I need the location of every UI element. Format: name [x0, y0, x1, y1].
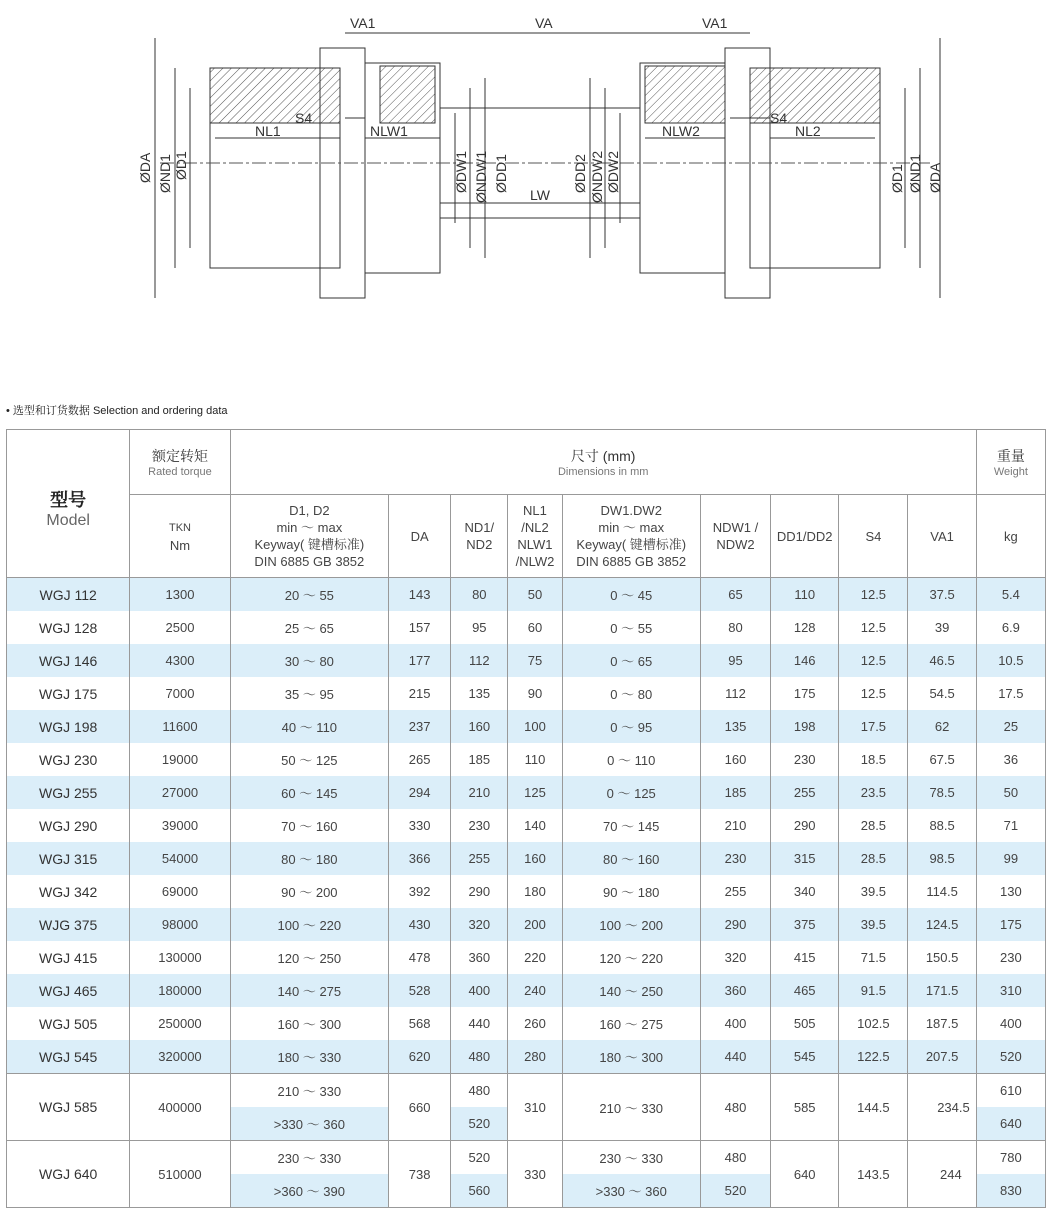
cell-model: WGJ 175: [7, 677, 130, 710]
cell-kg: 400: [976, 1007, 1045, 1040]
header-d1d2: D1, D2 min ～ max Keyway( 键槽标准) DIN 6885 GB 3852: [230, 495, 388, 578]
cell-t: 4300: [130, 644, 230, 677]
cell-nl: 200: [508, 908, 562, 941]
cell-kg: 25: [976, 710, 1045, 743]
cell-dw: 160 ～ 275: [562, 1007, 700, 1040]
row-585-dw: 210 ～ 330: [562, 1074, 700, 1141]
cell-nd: 80: [451, 578, 508, 612]
cell-ndw: 135: [700, 710, 770, 743]
cell-t: 180000: [130, 974, 230, 1007]
cell-va1: 88.5: [908, 809, 976, 842]
cell-nd: 480: [451, 1040, 508, 1074]
label-nd1-right: ØND1: [907, 154, 923, 193]
cell-ndw: 80: [700, 611, 770, 644]
cell-d: 80 ～ 180: [230, 842, 388, 875]
cell-nd: 210: [451, 776, 508, 809]
row-585-kg-b: 640: [976, 1107, 1045, 1141]
cell-d: 30 ～ 80: [230, 644, 388, 677]
table-row: [7, 974, 1046, 1007]
cell-t: 250000: [158, 1016, 202, 1031]
table-row: [7, 743, 1046, 776]
cell-d: 120 ～ 250: [230, 941, 388, 974]
cell-va1: 37.5: [908, 578, 976, 612]
cell-ndw: 185: [700, 776, 770, 809]
label-s4-right: S4: [770, 110, 788, 126]
header-dimensions: 尺寸 (mm) Dimensions in mm: [230, 430, 976, 495]
label-nlw2: NLW2: [662, 123, 700, 139]
row-585-kg-a: 610: [976, 1074, 1045, 1108]
cell-s4: 17.5: [839, 710, 908, 743]
cell-d: 25 ～ 65: [230, 611, 388, 644]
cell-d: 40 ～ 110: [230, 710, 388, 743]
row-585-d-a: 210 ～ 330: [230, 1074, 388, 1108]
cell-nl: 125: [508, 776, 562, 809]
row-640-d-a: 230 ～ 330: [230, 1141, 388, 1175]
cell-dd: 110: [771, 578, 839, 612]
label-va: VA: [535, 15, 553, 31]
cell-da: 265: [389, 743, 451, 776]
header-s4: S4: [839, 495, 908, 578]
cell-model: WGJ 112: [7, 578, 130, 612]
cell-model: WGJ 198: [7, 710, 130, 743]
cell-kg: 5.4: [976, 578, 1045, 612]
cell-s4: 91.5: [839, 974, 908, 1007]
cell-kg: 6.9: [976, 611, 1045, 644]
cell-nl: 220: [508, 941, 562, 974]
label-va1-right: VA1: [702, 15, 728, 31]
table-row: [7, 710, 1046, 743]
cell-dw: 100 ～ 200: [562, 908, 700, 941]
cell-nd: 320: [451, 908, 508, 941]
cell-nd: 185: [451, 743, 508, 776]
cell-va1: 39: [908, 611, 976, 644]
cell-nd: 360: [451, 941, 508, 974]
cell-da: 478: [389, 941, 451, 974]
cell-da: 237: [389, 710, 451, 743]
header-dw: DW1.DW2 min ～ max Keyway( 键槽标准) DIN 6885 GB 3852: [562, 495, 700, 578]
cell-d: 60 ～ 145: [230, 776, 388, 809]
cell-da: 528: [389, 974, 451, 1007]
cell-dd: 175: [771, 677, 839, 710]
table-row: [7, 644, 1046, 677]
cell-dd: 375: [771, 908, 839, 941]
cell-ndw: 210: [700, 809, 770, 842]
header-kg: kg: [976, 495, 1045, 578]
cell-model: WGJ 465: [7, 974, 130, 1007]
cell-d: 20 ～ 55: [230, 578, 388, 612]
cell-dw: 140 ～ 250: [562, 974, 700, 1007]
cell-d: 50 ～ 125: [230, 743, 388, 776]
label-da-right: ØDA: [927, 162, 943, 193]
label-d1-left: ØD1: [173, 151, 189, 180]
table-row: [7, 1040, 1046, 1074]
cell-va1: 124.5: [908, 908, 976, 941]
cell-da: 157: [389, 611, 451, 644]
header-model: 型号 Model: [7, 430, 130, 578]
cell-va1: 114.5: [908, 875, 976, 908]
cell-va1: 187.5: [908, 1007, 976, 1040]
table-row: [7, 875, 1046, 908]
row-640-nl: 330: [508, 1141, 562, 1208]
cell-nl: 100: [508, 710, 562, 743]
cell-kg: 310: [976, 974, 1045, 1007]
cell-dd: 290: [771, 809, 839, 842]
cell-dw: 120 ～ 220: [562, 941, 700, 974]
cell-model: WGJ 545: [7, 1040, 130, 1074]
cell-da: 568: [389, 1007, 451, 1040]
cell-t: 39000: [161, 818, 199, 833]
cell-ndw: 440: [700, 1040, 770, 1074]
label-dw1: ØDW1: [453, 151, 469, 193]
cell-da: 294: [389, 776, 451, 809]
label-nlw1: NLW1: [370, 123, 408, 139]
cell-nl: 60: [508, 611, 562, 644]
row-585-nl: 310: [508, 1074, 562, 1141]
cell-ndw: 255: [700, 875, 770, 908]
cell-va1: 62: [908, 710, 976, 743]
cell-dw: 90 ～ 180: [562, 875, 700, 908]
cell-dw: 70 ～ 145: [562, 809, 700, 842]
cell-dw: 0 ～ 80: [562, 677, 700, 710]
cell-ndw: 290: [700, 908, 770, 941]
row-640-dw-b: >330 ～ 360: [562, 1174, 700, 1208]
spec-table: [6, 429, 1046, 1208]
cell-s4: 28.5: [839, 842, 908, 875]
row-640-d-b: >360 ～ 390: [230, 1174, 388, 1208]
cell-nd: 440: [451, 1007, 508, 1040]
table-row: [7, 776, 1046, 809]
header-da: DA: [389, 495, 451, 578]
cell-ndw: 112: [700, 677, 770, 710]
label-da-left: ØDA: [137, 152, 153, 183]
row-640-nd-b: 560: [451, 1174, 508, 1208]
row-585-torque: 400000: [130, 1074, 230, 1141]
cell-s4: 39.5: [839, 908, 908, 941]
cell-dd: 230: [771, 743, 839, 776]
cell-s4: 28.5: [839, 809, 908, 842]
label-ndw1: ØNDW1: [473, 150, 489, 203]
cell-dw: 0 ～ 95: [562, 710, 700, 743]
cell-model: WGJ 342: [7, 875, 130, 908]
cell-dd: 465: [771, 974, 839, 1007]
table-row: [7, 611, 1046, 644]
cell-s4: 122.5: [839, 1040, 908, 1074]
label-lw: LW: [530, 187, 550, 203]
cell-nl: 110: [508, 743, 562, 776]
table-row: [7, 842, 1046, 875]
cell-nl: 180: [508, 875, 562, 908]
section-title: • 选型和订货数据 Selection and ordering data: [6, 405, 228, 417]
row-640-kg-a: 780: [976, 1141, 1045, 1175]
cell-da: 620: [389, 1040, 451, 1074]
cell-s4: 39.5: [839, 875, 908, 908]
cell-nl: 280: [508, 1040, 562, 1074]
cell-dw: 80 ～ 160: [562, 842, 700, 875]
header-torque: 额定转矩 Rated torque: [130, 430, 230, 495]
cell-model: WGJ 230: [7, 743, 130, 776]
cell-s4: 71.5: [839, 941, 908, 974]
cell-ndw: 360: [700, 974, 770, 1007]
cell-dw: 0 ～ 65: [562, 644, 700, 677]
cell-s4: 18.5: [839, 743, 908, 776]
header-dd: DD1/DD2: [771, 495, 839, 578]
label-dd2: ØDD2: [572, 154, 588, 193]
cell-da: 177: [389, 644, 451, 677]
row-585-d-b: >330 ～ 360: [230, 1107, 388, 1141]
cell-va1: 78.5: [908, 776, 976, 809]
cell-model: WGJ 255: [7, 776, 130, 809]
row-585-nd-a: 480: [451, 1074, 508, 1108]
row-640-kg-b: 830: [976, 1174, 1045, 1208]
cell-dw: 0 ～ 45: [562, 578, 700, 612]
cell-va1: 54.5: [908, 677, 976, 710]
cell-s4: 12.5: [839, 578, 908, 612]
row-585-va1: 234.5: [908, 1074, 976, 1141]
label-s4-left: S4: [295, 110, 313, 126]
cell-da: 392: [389, 875, 451, 908]
row-640-s4: 143.5: [839, 1141, 908, 1208]
row-585-s4: 144.5: [839, 1074, 908, 1141]
cell-nl: 160: [508, 842, 562, 875]
cell-kg: 130: [976, 875, 1045, 908]
table-row: [7, 908, 1046, 941]
header-torque-unit: TKN Nm: [168, 522, 191, 553]
label-nd1-left: ØND1: [157, 154, 173, 193]
cell-kg: 36: [976, 743, 1045, 776]
cell-ndw: 95: [700, 644, 770, 677]
row-585-model: WGJ 585: [7, 1074, 130, 1141]
table-row: [7, 578, 1046, 612]
cell-ndw: 400: [700, 1007, 770, 1040]
header-ndw: NDW1 / NDW2: [700, 495, 770, 578]
cell-dw: 0 ～ 110: [562, 743, 700, 776]
row-640-ndw-a: 480: [700, 1141, 770, 1175]
cell-kg: 99: [976, 842, 1045, 875]
coupling-drawing: [130, 8, 960, 308]
cell-va1: 46.5: [908, 644, 976, 677]
label-dd1: ØDD1: [493, 154, 509, 193]
cell-nd: 400: [451, 974, 508, 1007]
cell-s4: 12.5: [839, 611, 908, 644]
cell-va1: 98.5: [908, 842, 976, 875]
header-nd: ND1/ ND2: [451, 495, 508, 578]
cell-s4: 23.5: [839, 776, 908, 809]
cell-t: 98000: [130, 908, 230, 941]
cell-d: 35 ～ 95: [230, 677, 388, 710]
cell-ndw: 160: [700, 743, 770, 776]
cell-nd: 135: [451, 677, 508, 710]
label-nl2: NL2: [795, 123, 821, 139]
cell-kg: 17.5: [976, 677, 1045, 710]
row-640-model: WGJ 640: [7, 1141, 130, 1208]
cell-ndw: 230: [700, 842, 770, 875]
cell-s4: 102.5: [839, 1007, 908, 1040]
cell-dw: 180 ～ 300: [562, 1040, 700, 1074]
cell-model: WGJ 315: [7, 842, 130, 875]
cell-t: 1300: [130, 578, 230, 612]
row-585-dd: 585: [771, 1074, 839, 1141]
cell-d: 160 ～ 300: [230, 1007, 388, 1040]
cell-nl: 140: [508, 809, 562, 842]
row-585-nd-b: 520: [451, 1107, 508, 1141]
row-640-da: 738: [389, 1141, 451, 1208]
table-row: [7, 941, 1046, 974]
cell-d: 90 ～ 200: [230, 875, 388, 908]
cell-dd: 315: [771, 842, 839, 875]
cell-kg: 71: [976, 809, 1045, 842]
cell-dd: 128: [771, 611, 839, 644]
cell-da: 330: [389, 809, 451, 842]
row-640-torque: 510000: [130, 1141, 230, 1208]
cell-da: 366: [389, 842, 451, 875]
row-640-va1: 244: [908, 1141, 976, 1208]
cell-dd: 198: [771, 710, 839, 743]
cell-kg: 230: [976, 941, 1045, 974]
label-nl1: NL1: [255, 123, 281, 139]
cell-t: 27000: [130, 776, 230, 809]
cell-model: WGJ 128: [7, 611, 130, 644]
cell-nl: 75: [508, 644, 562, 677]
header-nl: NL1 /NL2 NLW1 /NLW2: [508, 495, 562, 578]
cell-da: 215: [389, 677, 451, 710]
row-585-da: 660: [389, 1074, 451, 1141]
cell-t: 130000: [158, 950, 202, 965]
cell-d: 180 ～ 330: [230, 1040, 388, 1074]
cell-nl: 50: [508, 578, 562, 612]
header-va1: VA1: [908, 495, 976, 578]
cell-nd: 230: [451, 809, 508, 842]
cell-model: WGJ 146: [7, 644, 130, 677]
cell-t: 7000: [165, 686, 195, 701]
table-row: [7, 677, 1046, 710]
cell-nd: 112: [451, 644, 508, 677]
cell-kg: 175: [976, 908, 1045, 941]
cell-t: 19000: [161, 752, 199, 767]
cell-t: 320000: [130, 1040, 230, 1074]
cell-d: 100 ～ 220: [230, 908, 388, 941]
cell-dw: 0 ～ 125: [562, 776, 700, 809]
cell-va1: 150.5: [908, 941, 976, 974]
cell-kg: 50: [976, 776, 1045, 809]
cell-dd: 545: [771, 1040, 839, 1074]
cell-nl: 90: [508, 677, 562, 710]
label-d1-right: ØD1: [889, 164, 905, 193]
cell-dd: 340: [771, 875, 839, 908]
cell-va1: 171.5: [908, 974, 976, 1007]
cell-nd: 255: [451, 842, 508, 875]
cell-model: WJG 375: [7, 908, 130, 941]
cell-t: 11600: [130, 710, 230, 743]
table-row: [7, 809, 1046, 842]
cell-nl: 240: [508, 974, 562, 1007]
cell-s4: 12.5: [839, 677, 908, 710]
row-640-dw-a: 230 ～ 330: [562, 1141, 700, 1175]
cell-nd: 160: [451, 710, 508, 743]
cell-ndw: 65: [700, 578, 770, 612]
row-640-ndw-b: 520: [700, 1174, 770, 1208]
cell-t: 69000: [161, 884, 199, 899]
row-640-nd-a: 520: [451, 1141, 508, 1175]
cell-kg: 520: [976, 1040, 1045, 1074]
cell-nl: 260: [508, 1007, 562, 1040]
cell-t: 2500: [165, 620, 195, 635]
cell-d: 140 ～ 275: [230, 974, 388, 1007]
cell-va1: 207.5: [908, 1040, 976, 1074]
cell-nd: 95: [451, 611, 508, 644]
cell-model: WGJ 290: [7, 809, 130, 842]
label-dw2: ØDW2: [605, 151, 621, 193]
cell-dd: 255: [771, 776, 839, 809]
label-va1-left: VA1: [350, 15, 376, 31]
label-ndw2: ØNDW2: [589, 150, 605, 203]
row-640-dd: 640: [771, 1141, 839, 1208]
row-585-ndw: 480: [700, 1074, 770, 1141]
cell-dw: 0 ～ 55: [562, 611, 700, 644]
cell-da: 430: [389, 908, 451, 941]
header-weight: 重量 Weight: [976, 430, 1045, 495]
cell-va1: 67.5: [908, 743, 976, 776]
cell-model: WGJ 415: [7, 941, 130, 974]
cell-ndw: 320: [700, 941, 770, 974]
cell-dd: 505: [771, 1007, 839, 1040]
table-row: [7, 1007, 1046, 1040]
cell-dd: 415: [771, 941, 839, 974]
cell-da: 143: [389, 578, 451, 612]
cell-model: WGJ 505: [7, 1007, 130, 1040]
cell-s4: 12.5: [839, 644, 908, 677]
cell-kg: 10.5: [976, 644, 1045, 677]
cell-d: 70 ～ 160: [230, 809, 388, 842]
cell-nd: 290: [451, 875, 508, 908]
cell-dd: 146: [771, 644, 839, 677]
cell-t: 54000: [130, 842, 230, 875]
